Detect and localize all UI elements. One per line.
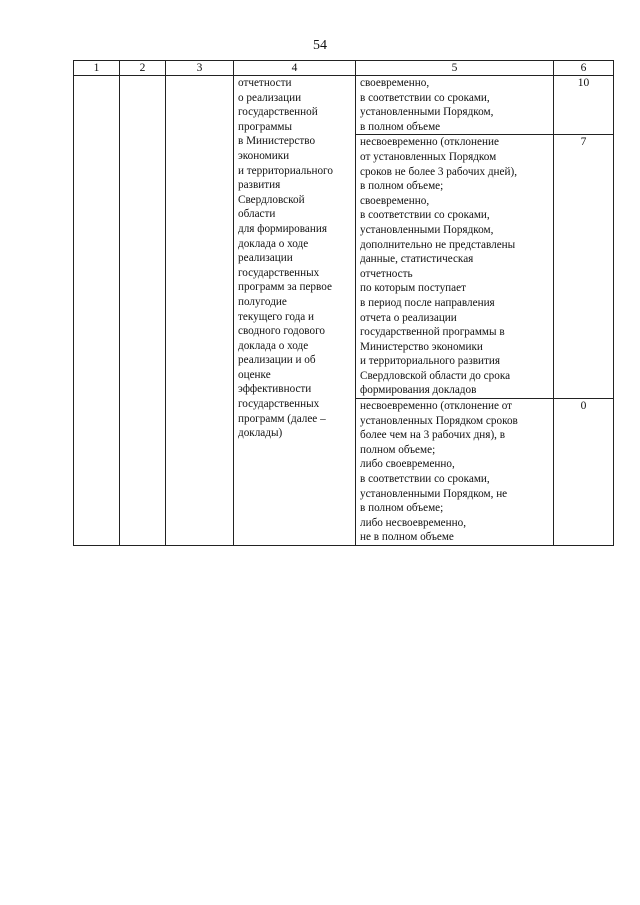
column-header-1: 1 bbox=[74, 61, 120, 76]
column-header-5: 5 bbox=[356, 61, 554, 76]
cell-col-2 bbox=[120, 76, 166, 546]
page-number: 54 bbox=[313, 38, 327, 53]
criteria-table bbox=[73, 60, 614, 546]
column-header-6: 6 bbox=[554, 61, 614, 76]
score-cell: 7 bbox=[554, 135, 614, 399]
score-cell: 0 bbox=[554, 399, 614, 546]
condition-cell: несвоевременно (отклонение от установленных Порядком сроков не более 3 рабочих дней), в полном объеме; своевременно, в соответствии со сроками, установленными Порядком, дополнительно не представлены данные, статистическая отчетность по которым поступает в период после направления отчета о реализации государственной программы в Министерство экономики и территориального развития Свердловской области до срока формирования докладов bbox=[356, 135, 554, 399]
column-header-4: 4 bbox=[234, 61, 356, 76]
score-cell: 10 bbox=[554, 76, 614, 135]
cell-col-1 bbox=[74, 76, 120, 546]
table-header bbox=[74, 61, 614, 76]
table-row bbox=[74, 76, 614, 135]
column-header-3: 3 bbox=[166, 61, 234, 76]
condition-cell: несвоевременно (отклонение от установленных Порядком сроков более чем на 3 рабочих дня), в полном объеме; либо своевременно, в соответствии со сроками, установленными Порядком, не в полном объеме; либо несвоевременно, не в полном объеме bbox=[356, 399, 554, 546]
column-header-2: 2 bbox=[120, 61, 166, 76]
cell-col-3 bbox=[166, 76, 234, 546]
condition-cell: своевременно, в соответствии со сроками, установленными Порядком, в полном объеме bbox=[356, 76, 554, 135]
indicator-cell: отчетности о реализации государственной программы в Министерство экономики и территориального развития Свердловской области для формирования доклада о ходе реализации государственных программ за первое полугодие текущего года и сводного годового доклада о ходе реализации и об оценке эффективности государственных программ (далее – доклады) bbox=[234, 76, 356, 546]
